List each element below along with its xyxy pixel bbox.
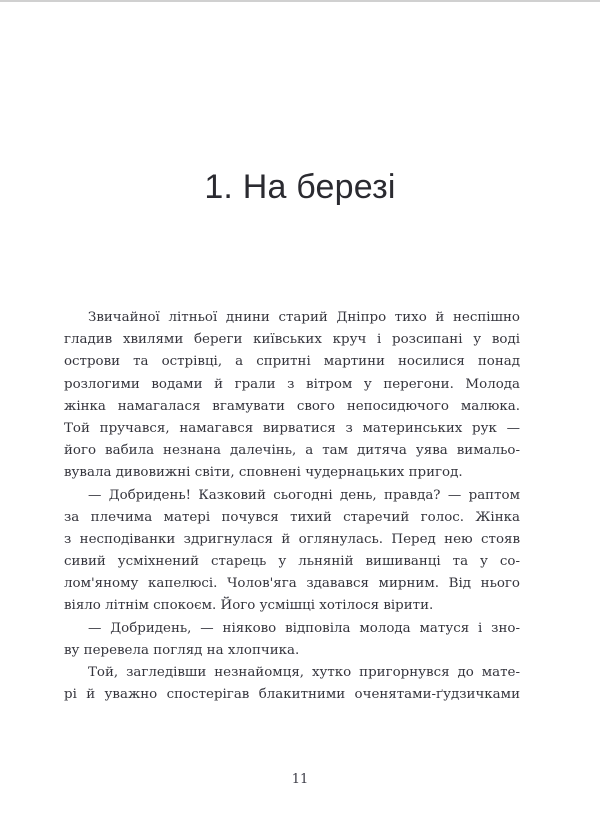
text-line: з несподіванки здригнулася й оглянулась. Перед нею стояв (64, 531, 520, 547)
chapter-title: 1. На березі (204, 168, 396, 206)
text-line: за плечима матері почувся тихий старечий голос. Жінка (64, 509, 520, 525)
page-number: 11 (291, 772, 309, 787)
text-line: його вабила незнана далечінь, а там дитяча уява вимальо- (64, 443, 520, 459)
text-line: лом'яному капелюсі. Чолов'яга здавався мирним. Від нього (64, 576, 520, 592)
text-line: — Добридень, — ніяково відповіла молода матуся і зно- (88, 620, 520, 636)
text-line: розлогими водами й грали з вітром у перегони. Молода (64, 376, 520, 392)
text-line: вувала дивовижні світи, сповнені чудернацьких пригод. (64, 465, 463, 481)
text-line: рі й уважно спостерігав блакитними оченятами-ґудзичками (64, 687, 520, 703)
text-line: — Добридень! Казковий сьогодні день, правда? — раптом (88, 487, 520, 503)
chapter-body-text (64, 307, 520, 706)
page-top-edge (0, 0, 600, 2)
text-line: віяло літнім спокоєм. Його усмішці хотілося вірити. (64, 598, 434, 614)
text-line: Той, загледівши незнайомця, хутко пригорнувся до мате- (88, 665, 520, 680)
text-line: жінка намагалася вгамувати свого непосидючого малюка. (64, 398, 520, 414)
text-line: Той пручався, намагався вирватися з материнських рук — (64, 420, 520, 436)
text-line: ву перевела погляд на хлопчика. (64, 642, 300, 658)
text-line: гладив хвилями береги київських круч і розсипані у воді (64, 332, 520, 348)
text-line: Звичайної літньої днини старий Дніпро тихо й неспішно (88, 310, 520, 325)
text-line: острови та острівці, а спритні мартини носилися понад (64, 354, 520, 370)
text-line: сивий усміхнений старець у льняній вишиванці та у со- (64, 554, 520, 570)
